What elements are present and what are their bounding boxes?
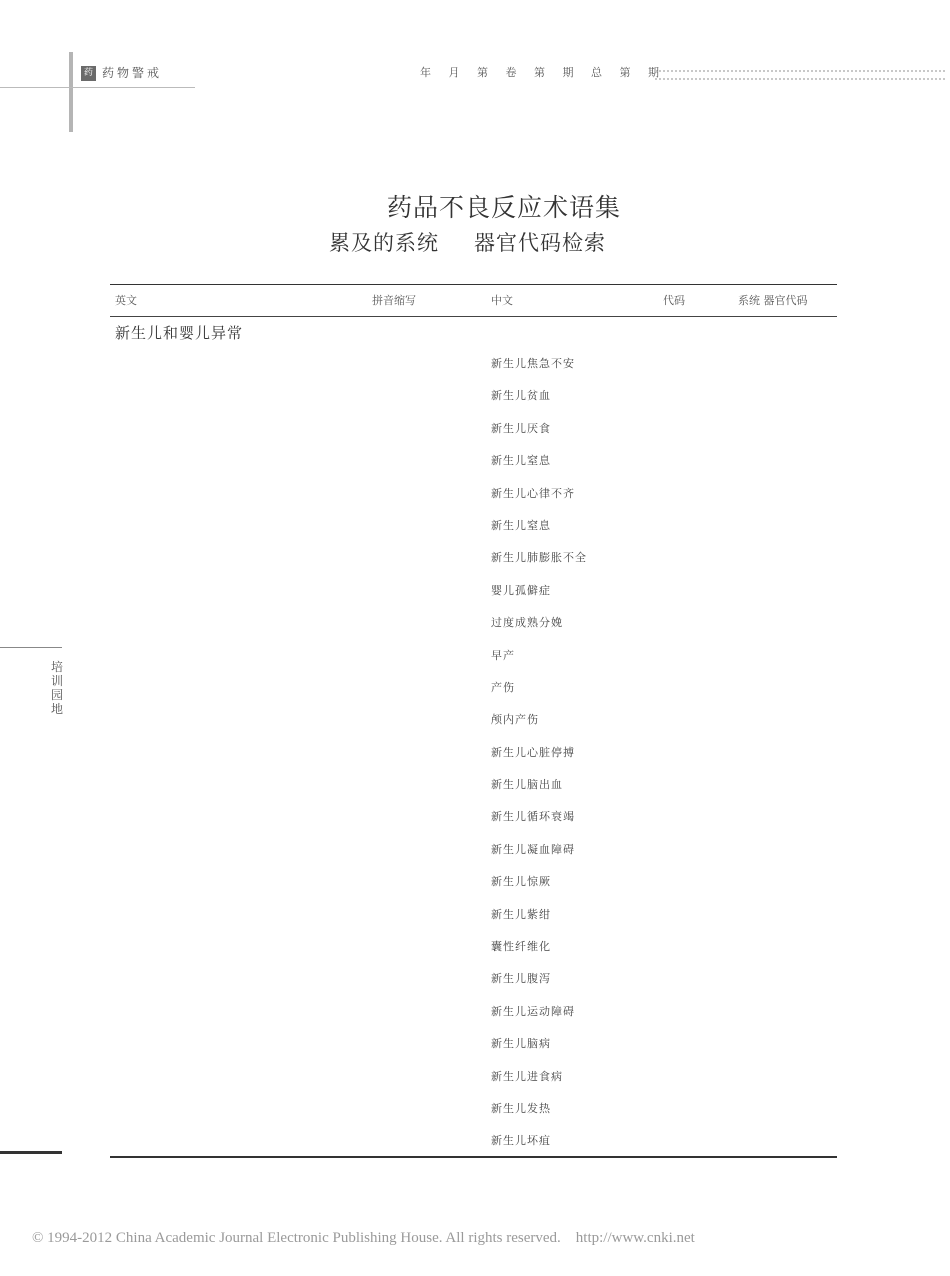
- term-item: 新生儿惊厥: [491, 875, 551, 889]
- term-item: 新生儿坏疽: [491, 1134, 551, 1148]
- header-accent-bar: [69, 52, 73, 132]
- page-subtitle-part1: 累及的系统: [329, 231, 439, 255]
- term-item: 新生儿脑病: [491, 1037, 551, 1051]
- term-item: 新生儿脑出血: [491, 778, 563, 792]
- section-heading: 新生儿和婴儿异常: [115, 324, 244, 342]
- term-item: 新生儿焦急不安: [491, 357, 575, 370]
- term-item: 新生儿进食病: [491, 1069, 563, 1083]
- term-item: 新生儿心律不齐: [491, 486, 575, 500]
- header-divider: [0, 87, 195, 88]
- term-item: 囊性纤维化: [491, 940, 551, 954]
- column-header-pinyin: 拼音缩写: [372, 294, 416, 307]
- term-item: 新生儿窒息: [491, 454, 551, 468]
- page-subtitle-part2: 器官代码检索: [474, 231, 606, 255]
- term-item: 婴儿孤僻症: [491, 583, 551, 597]
- journal-name: 药物警戒: [102, 66, 163, 80]
- side-tab-rule-top: [0, 647, 62, 648]
- table-top-rule: [110, 284, 837, 285]
- column-header-code: 代码: [663, 294, 685, 307]
- journal-logo-icon: 药: [81, 66, 96, 81]
- side-tab-rule-bottom: [0, 1151, 62, 1154]
- table-header-rule: [110, 316, 837, 317]
- column-header-chinese: 中文: [491, 294, 513, 307]
- term-item: 新生儿紫绀: [491, 907, 551, 921]
- term-item: 新生儿厌食: [491, 421, 551, 435]
- term-item: 过度成熟分娩: [491, 616, 563, 630]
- term-item: 新生儿循环衰竭: [491, 810, 575, 824]
- term-list: [491, 348, 587, 1158]
- copyright-footer: © 1994-2012 China Academic Journal Electronic Publishing House. All rights reserved. http://www.cnki.net: [32, 1230, 695, 1246]
- column-header-organ-code: 系统 器官代码: [738, 294, 808, 307]
- table-bottom-rule: [110, 1156, 837, 1158]
- term-item: 新生儿肺膨胀不全: [491, 551, 587, 565]
- term-item: 早产: [491, 648, 515, 662]
- issue-info: 年 月 第 卷 第 期 总 第 期: [420, 66, 661, 79]
- term-item: 颅内产伤: [491, 713, 539, 727]
- term-item: 新生儿运动障碍: [491, 1004, 575, 1018]
- page-title: 药品不良反应术语集: [387, 193, 622, 222]
- side-tab-label: 培训园地: [51, 660, 64, 716]
- header-dotted-rule: [655, 70, 945, 80]
- term-item: 新生儿腹泻: [491, 972, 551, 986]
- term-item: 产伤: [491, 680, 515, 694]
- column-header-english: 英文: [115, 294, 137, 307]
- term-item: 新生儿心脏停搏: [491, 745, 575, 759]
- term-item: 新生儿凝血障碍: [491, 842, 575, 856]
- term-item: 新生儿窒息: [491, 518, 551, 532]
- term-item: 新生儿发热: [491, 1101, 551, 1115]
- term-item: 新生儿贫血: [491, 389, 551, 403]
